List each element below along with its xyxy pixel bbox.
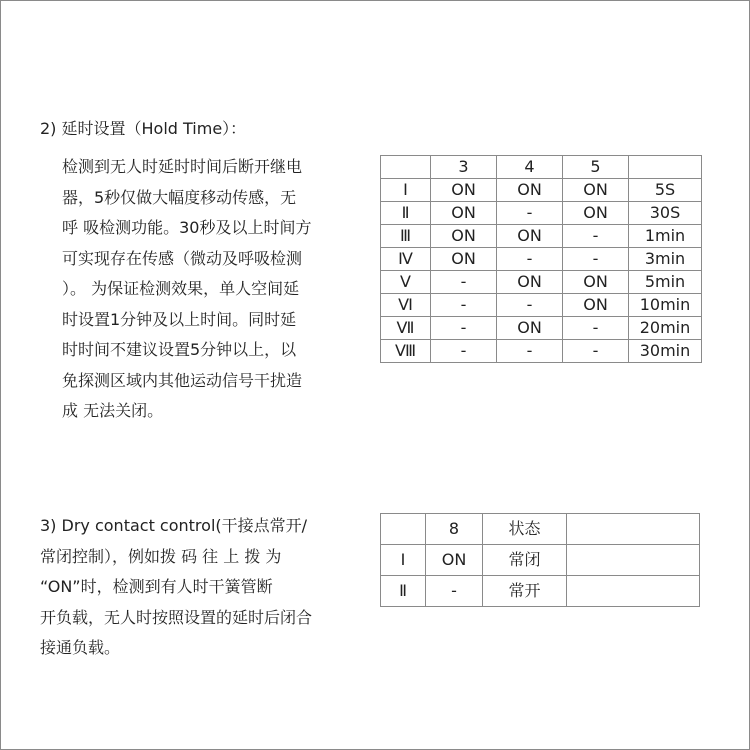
table-cell: - — [426, 576, 483, 607]
table-cell: ON — [497, 225, 563, 248]
dry-contact-description — [40, 511, 350, 664]
table-row — [381, 202, 702, 225]
table-cell: 30S — [629, 202, 702, 225]
hold-time-line: 免探测区域内其他运动信号干扰造 — [62, 370, 303, 390]
table-cell: 30min — [629, 340, 702, 363]
table-header-row — [381, 156, 702, 179]
table-cell: Ⅰ — [381, 179, 431, 202]
table-cell: - — [563, 340, 629, 363]
table-header-row — [381, 514, 700, 545]
table-cell: ON — [497, 271, 563, 294]
table-row — [381, 545, 700, 576]
hold-time-description — [62, 152, 362, 427]
table-header-cell — [381, 156, 431, 179]
table-cell: ON — [426, 545, 483, 576]
table-cell: ON — [431, 248, 497, 271]
table-cell: Ⅱ — [381, 576, 426, 607]
table-cell: Ⅱ — [381, 202, 431, 225]
hold-time-line: 检测到无人时延时时间后断开继电 — [62, 157, 303, 176]
table-cell — [567, 576, 700, 607]
table-header-cell: 状态 — [483, 514, 567, 545]
dry-contact-line: 接通负载。 — [40, 638, 121, 657]
table-cell: 3min — [629, 248, 702, 271]
table-cell: ON — [431, 225, 497, 248]
table-cell: ON — [563, 179, 629, 202]
table-cell: Ⅴ — [381, 271, 431, 294]
table-cell: ON — [563, 294, 629, 317]
table-cell: - — [497, 294, 563, 317]
table-cell: 20min — [629, 317, 702, 340]
hold-time-line: ）。 为保证检测效果，单人空间延 — [62, 279, 300, 298]
table-cell: - — [497, 340, 563, 363]
table-cell: - — [563, 248, 629, 271]
dry-contact-table — [380, 513, 700, 607]
table-cell: Ⅷ — [381, 340, 431, 363]
dry-contact-line: 常闭控制），例如拨 码 往 上 拨 为 — [40, 546, 282, 566]
table-cell: - — [563, 225, 629, 248]
table-cell: Ⅶ — [381, 317, 431, 340]
hold-time-table — [380, 155, 702, 363]
table-header-cell: 3 — [431, 156, 497, 179]
table-header-cell — [629, 156, 702, 179]
table-header-cell — [567, 514, 700, 545]
table-row — [381, 179, 702, 202]
dry-contact-line: 开负载，无人时按照设置的延时后闭合 — [40, 607, 313, 627]
table-row — [381, 317, 702, 340]
hold-time-line: 成 无法关闭。 — [62, 401, 164, 420]
table-cell: - — [431, 317, 497, 340]
hold-time-line: 可实现存在传感（微动及呼吸检测 — [62, 248, 303, 268]
dry-contact-line: 3) Dry contact control(干接点常开/ — [40, 516, 308, 535]
table-cell: - — [431, 294, 497, 317]
hold-time-line: 时设置1分钟及以上时间。同时延 — [62, 309, 297, 329]
table-cell: ON — [431, 202, 497, 225]
table-cell — [567, 545, 700, 576]
table-header-cell: 4 — [497, 156, 563, 179]
table-header-cell: 8 — [426, 514, 483, 545]
table-cell: ON — [497, 179, 563, 202]
table-cell: Ⅲ — [381, 225, 431, 248]
table-cell: 5S — [629, 179, 702, 202]
hold-time-line: 器，5秒仅做大幅度移动传感，无 — [62, 187, 297, 207]
table-cell: 1min — [629, 225, 702, 248]
dry-contact-line: “ON”时，检测到有人时干簧管断 — [40, 577, 273, 596]
table-cell: ON — [563, 202, 629, 225]
table-cell: - — [563, 317, 629, 340]
table-header-cell: 5 — [563, 156, 629, 179]
hold-time-heading: 2) 延时设置（Hold Time）： — [40, 119, 247, 138]
hold-time-line: 时时间不建议设置5分钟以上，以 — [62, 340, 297, 359]
table-cell: - — [431, 271, 497, 294]
table-row — [381, 294, 702, 317]
table-cell: 5min — [629, 271, 702, 294]
table-cell: 常闭 — [483, 545, 567, 576]
table-cell: Ⅰ — [381, 545, 426, 576]
table-row — [381, 248, 702, 271]
table-row — [381, 271, 702, 294]
table-cell: - — [497, 202, 563, 225]
table-cell: Ⅵ — [381, 294, 431, 317]
table-cell: Ⅳ — [381, 248, 431, 271]
table-cell: ON — [431, 179, 497, 202]
table-row — [381, 576, 700, 607]
table-cell: 10min — [629, 294, 702, 317]
table-cell: 常开 — [483, 576, 567, 607]
table-row — [381, 225, 702, 248]
table-cell: - — [497, 248, 563, 271]
table-cell: - — [431, 340, 497, 363]
table-cell: ON — [497, 317, 563, 340]
table-row — [381, 340, 702, 363]
table-cell: ON — [563, 271, 629, 294]
hold-time-line: 呼 吸检测功能。30秒及以上时间方 — [62, 218, 312, 237]
table-header-cell — [381, 514, 426, 545]
